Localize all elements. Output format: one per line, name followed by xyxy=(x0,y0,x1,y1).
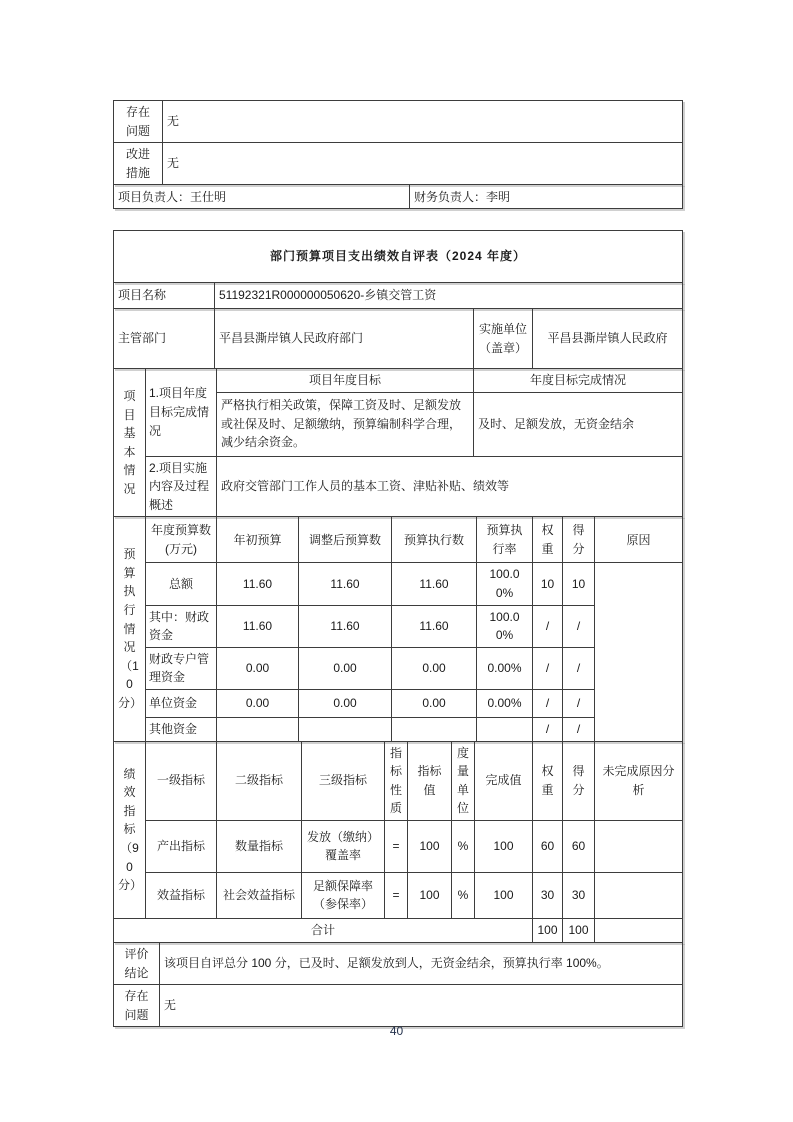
budget-weight-cell: 10 xyxy=(533,563,563,605)
indicator-header-level3: 三级指标 xyxy=(302,741,385,820)
budget-header-annual: 年度预算数(万元) xyxy=(146,517,217,563)
budget-cell: 100.00% xyxy=(477,605,533,647)
indicator-header-completed: 完成值 xyxy=(475,741,533,820)
table-row xyxy=(114,143,683,185)
annual-goal-header: 项目年度目标 xyxy=(217,369,474,393)
table-row xyxy=(114,283,683,309)
form-title: 部门预算项目支出绩效自评表（2024 年度） xyxy=(114,231,683,283)
budget-cell: 0.00% xyxy=(477,689,533,717)
impl-unit-value: 平昌县澌岸镇人民政府 xyxy=(533,309,683,369)
indicator-target-cell: 100 xyxy=(408,872,452,918)
issues-value: 无 xyxy=(163,101,683,143)
carryover-table-main xyxy=(113,100,683,185)
budget-header-rate: 预算执行率 xyxy=(477,517,533,563)
indicators-total-reason xyxy=(595,918,683,942)
budget-cell: 0.00 xyxy=(392,689,477,717)
indicator-unit-cell: % xyxy=(452,820,475,872)
indicator-header-nature: 指标性质 xyxy=(385,741,408,820)
budget-score-cell: 10 xyxy=(563,563,595,605)
budget-cell: 11.60 xyxy=(217,563,299,605)
indicator-level2-cell: 社会效益指标 xyxy=(217,872,302,918)
budget-cell: 0.00 xyxy=(217,689,299,717)
indicator-completed-cell: 100 xyxy=(475,872,533,918)
budget-weight-cell: / xyxy=(533,717,563,741)
finance-manager-cell: 财务负责人：李明 xyxy=(410,185,683,209)
basic-info-section xyxy=(113,368,683,517)
department-section xyxy=(113,308,683,369)
title-section xyxy=(113,230,683,283)
budget-header-weight: 权重 xyxy=(533,517,563,563)
indicator-reason-cell xyxy=(595,820,683,872)
section-label-basic-info: 项目基本情况 xyxy=(114,369,146,517)
section-label-indicators: 绩效指标（90分） xyxy=(114,741,146,918)
table-row xyxy=(114,820,683,872)
page-number: 40 xyxy=(389,1024,404,1038)
table-row xyxy=(114,918,683,942)
budget-cell: 11.60 xyxy=(392,605,477,647)
goal-completion-header: 年度目标完成情况 xyxy=(474,369,683,393)
budget-cell xyxy=(392,717,477,741)
self-evaluation-table xyxy=(113,230,684,1027)
budget-cell: 0.00 xyxy=(392,647,477,689)
indicator-score-cell: 60 xyxy=(563,820,595,872)
budget-weight-cell: / xyxy=(533,689,563,717)
budget-row-label: 单位资金 xyxy=(146,689,217,717)
budget-row-label: 其中：财政资金 xyxy=(146,605,217,647)
budget-header-executed: 预算执行数 xyxy=(392,517,477,563)
budget-cell: 11.60 xyxy=(392,563,477,605)
budget-cell xyxy=(299,717,392,741)
conclusion-section xyxy=(113,942,683,1027)
indicator-reason-cell xyxy=(595,872,683,918)
budget-reason-cell xyxy=(595,563,683,741)
indicator-weight-cell: 30 xyxy=(533,872,563,918)
budget-cell xyxy=(217,717,299,741)
table-row xyxy=(114,872,683,918)
budget-cell: 11.60 xyxy=(299,605,392,647)
basic-info-item2-label: 2.项目实施内容及过程概述 xyxy=(146,456,217,517)
conclusion-text: 该项目自评总分 100 分，已及时、足额发放到人，无资金结余，预算执行率 100%。 xyxy=(160,942,683,984)
indicator-header-weight: 权重 xyxy=(533,741,563,820)
indicator-unit-cell: % xyxy=(452,872,475,918)
budget-row-label: 财政专户管理资金 xyxy=(146,647,217,689)
indicator-header-level1: 一级指标 xyxy=(146,741,217,820)
budget-cell: 0.00 xyxy=(299,689,392,717)
indicator-header-unit: 度量单位 xyxy=(452,741,475,820)
goal-completion-text: 及时、足额发放，无资金结余 xyxy=(474,392,683,456)
budget-weight-cell: / xyxy=(533,647,563,689)
indicators-total-score: 100 xyxy=(563,918,595,942)
indicator-level2-cell: 数量指标 xyxy=(217,820,302,872)
budget-cell xyxy=(477,717,533,741)
indicator-level1-cell: 产出指标 xyxy=(146,820,217,872)
basic-info-item1-label: 1.项目年度目标完成情况 xyxy=(146,369,217,457)
dept-label: 主管部门 xyxy=(114,309,215,369)
budget-score-cell: / xyxy=(563,689,595,717)
budget-weight-cell: / xyxy=(533,605,563,647)
budget-score-cell: / xyxy=(563,605,595,647)
annual-goal-text: 严格执行相关政策，保障工资及时、足额发放或社保及时、足额缴纳，预算编制科学合理，减少结余资金。 xyxy=(217,392,474,456)
basic-info-item2-text: 政府交管部门工作人员的基本工资、津贴补贴、绩效等 xyxy=(217,456,683,517)
budget-score-cell: / xyxy=(563,717,595,741)
project-manager-cell: 项目负责人：王仕明 xyxy=(114,185,410,209)
table-row xyxy=(114,369,683,393)
table-row xyxy=(114,309,683,369)
budget-header-initial: 年初预算 xyxy=(217,517,299,563)
table-row xyxy=(114,231,683,283)
dept-value: 平昌县澌岸镇人民政府部门 xyxy=(215,309,474,369)
impl-unit-label: 实施单位（盖章） xyxy=(474,309,533,369)
project-name-label: 项目名称 xyxy=(114,283,215,309)
table-row xyxy=(114,456,683,517)
section-label-budget: 预算执行情况（10分） xyxy=(114,517,146,741)
indicator-header-score: 得分 xyxy=(563,741,595,820)
budget-score-cell: / xyxy=(563,647,595,689)
table-row xyxy=(114,517,683,563)
table-row xyxy=(114,101,683,143)
indicators-total-weight: 100 xyxy=(533,918,563,942)
conclusion-label: 评价结论 xyxy=(114,942,160,984)
carryover-table-signers xyxy=(113,184,683,209)
indicator-completed-cell: 100 xyxy=(475,820,533,872)
indicator-level3-cell: 发放（缴纳）覆盖率 xyxy=(302,820,385,872)
budget-cell: 11.60 xyxy=(217,605,299,647)
indicator-nature-cell: = xyxy=(385,820,408,872)
budget-cell: 100.00% xyxy=(477,563,533,605)
budget-header-score: 得分 xyxy=(563,517,595,563)
budget-row-label: 总额 xyxy=(146,563,217,605)
indicator-header-level2: 二级指标 xyxy=(217,741,302,820)
carryover-table xyxy=(113,100,684,209)
indicators-section xyxy=(113,741,683,943)
budget-section xyxy=(113,516,683,741)
table-row xyxy=(114,563,683,605)
budget-cell: 11.60 xyxy=(299,563,392,605)
indicator-header-reason: 未完成原因分析 xyxy=(595,741,683,820)
table-row xyxy=(114,185,683,209)
budget-header-adjusted: 调整后预算数 xyxy=(299,517,392,563)
budget-cell: 0.00 xyxy=(299,647,392,689)
table-row xyxy=(114,942,683,984)
improvements-value: 无 xyxy=(163,143,683,185)
indicator-level1-cell: 效益指标 xyxy=(146,872,217,918)
indicator-score-cell: 30 xyxy=(563,872,595,918)
table-row xyxy=(114,985,683,1027)
budget-cell: 0.00 xyxy=(217,647,299,689)
indicator-header-target: 指标值 xyxy=(408,741,452,820)
indicator-weight-cell: 60 xyxy=(533,820,563,872)
improvements-label: 改进措施 xyxy=(114,143,163,185)
indicator-nature-cell: = xyxy=(385,872,408,918)
indicator-target-cell: 100 xyxy=(408,820,452,872)
main-issues-label: 存在问题 xyxy=(114,985,160,1027)
main-issues-value: 无 xyxy=(160,985,683,1027)
budget-cell: 0.00% xyxy=(477,647,533,689)
budget-row-label: 其他资金 xyxy=(146,717,217,741)
budget-header-reason: 原因 xyxy=(595,517,683,563)
indicator-level3-cell: 足额保障率（参保率） xyxy=(302,872,385,918)
table-row xyxy=(114,741,683,820)
indicators-total-label: 合计 xyxy=(114,918,533,942)
project-name-value: 51192321R000000050620-乡镇交管工资 xyxy=(215,283,683,309)
project-name-section xyxy=(113,282,683,309)
issues-label: 存在问题 xyxy=(114,101,163,143)
